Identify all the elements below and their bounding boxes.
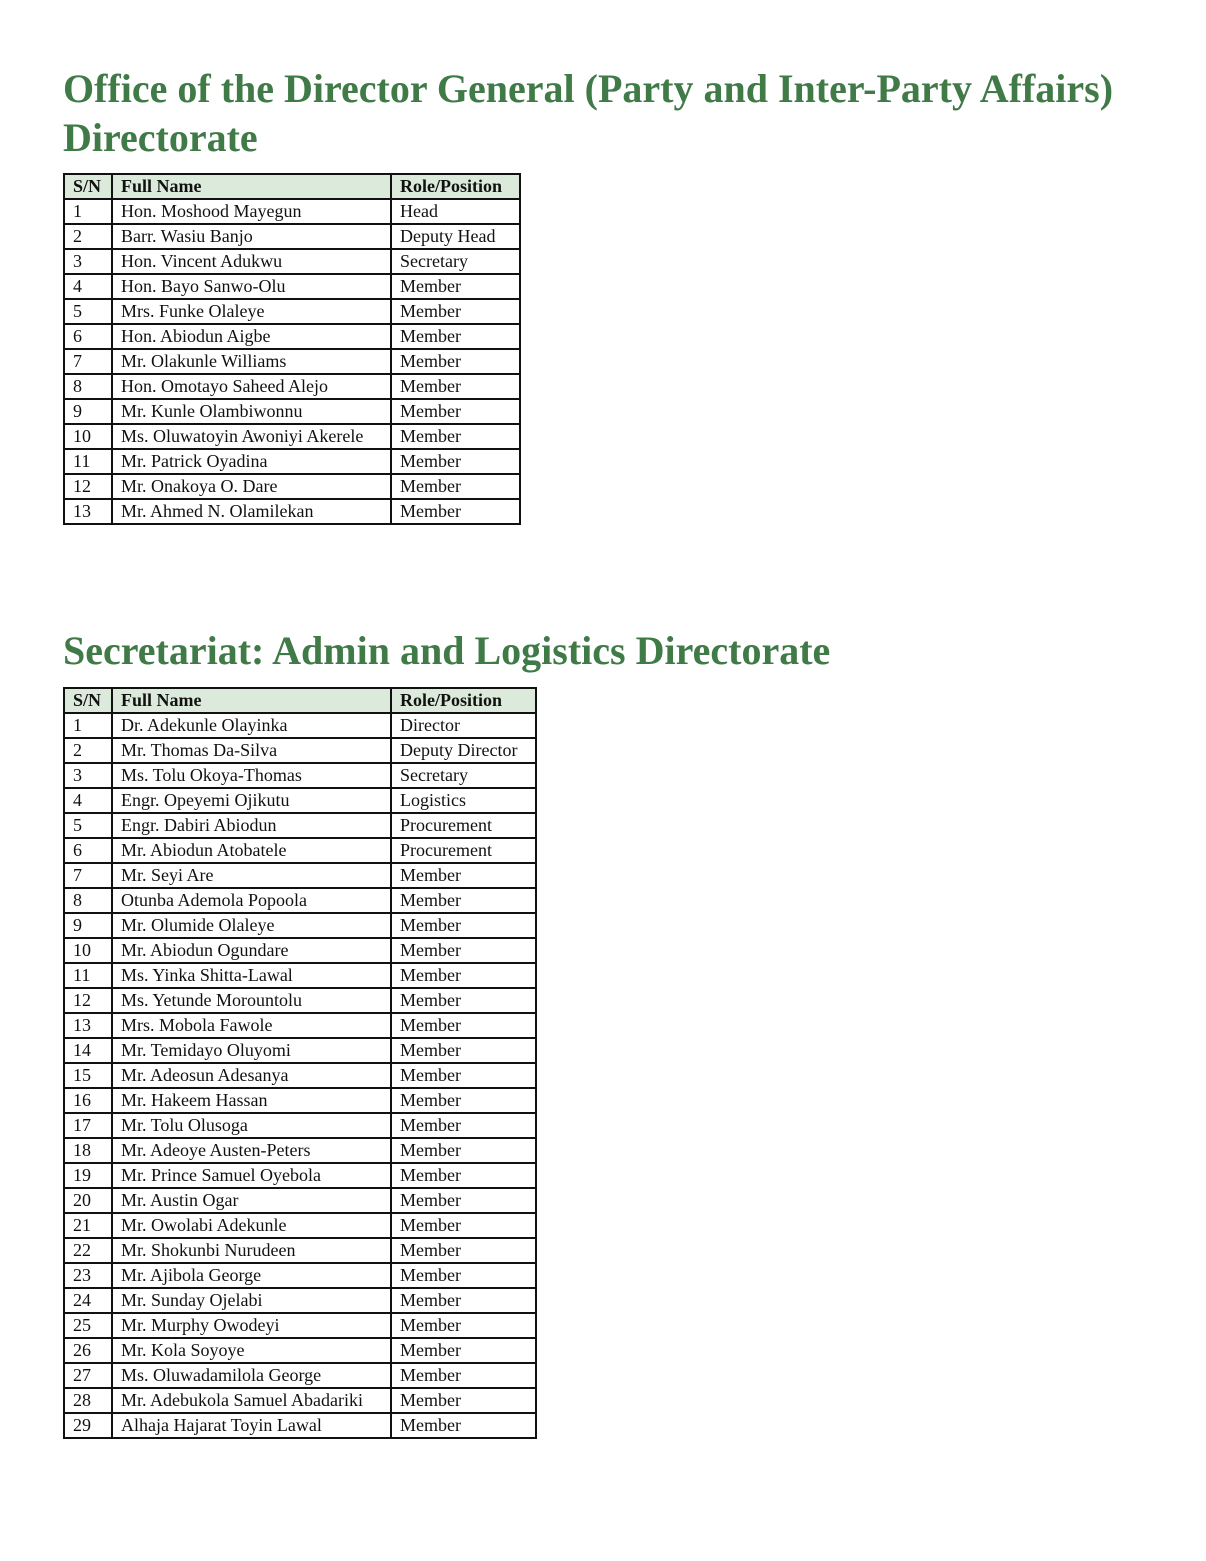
table-row <box>64 988 536 1013</box>
cell-sn: 4 <box>64 274 112 299</box>
cell-full-name: Ms. Oluwatoyin Awoniyi Akerele <box>112 424 391 449</box>
cell-sn: 19 <box>64 1163 112 1188</box>
cell-role: Member <box>391 324 520 349</box>
cell-role: Member <box>391 1113 536 1138</box>
cell-full-name: Engr. Dabiri Abiodun <box>112 813 391 838</box>
cell-full-name: Hon. Vincent Adukwu <box>112 249 391 274</box>
cell-role: Member <box>391 1138 536 1163</box>
admin-logistics-table <box>63 687 537 1439</box>
cell-full-name: Mr. Austin Ogar <box>112 1188 391 1213</box>
table-row <box>64 888 536 913</box>
cell-role: Member <box>391 1238 536 1263</box>
cell-full-name: Ms. Tolu Okoya-Thomas <box>112 763 391 788</box>
cell-full-name: Mr. Onakoya O. Dare <box>112 474 391 499</box>
cell-full-name: Mr. Murphy Owodeyi <box>112 1313 391 1338</box>
cell-full-name: Hon. Moshood Mayegun <box>112 199 391 224</box>
cell-full-name: Mr. Owolabi Adekunle <box>112 1213 391 1238</box>
cell-sn: 11 <box>64 449 112 474</box>
cell-full-name: Otunba Ademola Popoola <box>112 888 391 913</box>
cell-role: Member <box>391 863 536 888</box>
cell-sn: 21 <box>64 1213 112 1238</box>
table-row <box>64 1113 536 1138</box>
cell-sn: 11 <box>64 963 112 988</box>
cell-full-name: Mr. Patrick Oyadina <box>112 449 391 474</box>
cell-role: Member <box>391 449 520 474</box>
cell-sn: 4 <box>64 788 112 813</box>
cell-sn: 12 <box>64 988 112 1013</box>
cell-role: Member <box>391 1313 536 1338</box>
table-header-row <box>64 688 536 713</box>
cell-sn: 13 <box>64 1013 112 1038</box>
column-header-role: Role/Position <box>391 174 520 199</box>
cell-sn: 14 <box>64 1038 112 1063</box>
table-row <box>64 1413 536 1438</box>
cell-full-name: Dr. Adekunle Olayinka <box>112 713 391 738</box>
table-row <box>64 738 536 763</box>
cell-full-name: Mr. Adeoye Austen-Peters <box>112 1138 391 1163</box>
table-row <box>64 1313 536 1338</box>
cell-full-name: Mr. Prince Samuel Oyebola <box>112 1163 391 1188</box>
cell-sn: 2 <box>64 738 112 763</box>
cell-role: Logistics <box>391 788 536 813</box>
cell-sn: 27 <box>64 1363 112 1388</box>
cell-sn: 25 <box>64 1313 112 1338</box>
cell-sn: 10 <box>64 424 112 449</box>
cell-full-name: Mr. Olumide Olaleye <box>112 913 391 938</box>
table-row <box>64 299 520 324</box>
cell-role: Member <box>391 988 536 1013</box>
cell-full-name: Mr. Ahmed N. Olamilekan <box>112 499 391 524</box>
cell-sn: 15 <box>64 1063 112 1088</box>
table-row <box>64 863 536 888</box>
cell-role: Member <box>391 963 536 988</box>
table-row <box>64 424 520 449</box>
cell-role: Member <box>391 274 520 299</box>
section-title-admin-logistics: Secretariat: Admin and Logistics Directorate <box>63 628 831 673</box>
cell-sn: 1 <box>64 713 112 738</box>
table-row <box>64 1213 536 1238</box>
table-row <box>64 713 536 738</box>
cell-role: Member <box>391 1038 536 1063</box>
cell-role: Member <box>391 913 536 938</box>
table-row <box>64 474 520 499</box>
cell-full-name: Mr. Sunday Ojelabi <box>112 1288 391 1313</box>
table-row <box>64 249 520 274</box>
cell-role: Member <box>391 349 520 374</box>
cell-sn: 29 <box>64 1413 112 1438</box>
cell-full-name: Hon. Abiodun Aigbe <box>112 324 391 349</box>
cell-sn: 5 <box>64 299 112 324</box>
cell-sn: 7 <box>64 349 112 374</box>
cell-role: Member <box>391 1063 536 1088</box>
table-row <box>64 374 520 399</box>
cell-sn: 20 <box>64 1188 112 1213</box>
table-row <box>64 1038 536 1063</box>
cell-full-name: Ms. Yinka Shitta-Lawal <box>112 963 391 988</box>
table-row <box>64 938 536 963</box>
cell-full-name: Barr. Wasiu Banjo <box>112 224 391 249</box>
cell-sn: 2 <box>64 224 112 249</box>
cell-role: Member <box>391 1288 536 1313</box>
column-header-full-name: Full Name <box>112 688 391 713</box>
table-row <box>64 1163 536 1188</box>
table-row <box>64 274 520 299</box>
cell-sn: 23 <box>64 1263 112 1288</box>
table-row <box>64 199 520 224</box>
table-row <box>64 324 520 349</box>
director-general-table-body <box>64 199 520 524</box>
cell-sn: 6 <box>64 324 112 349</box>
cell-role: Member <box>391 424 520 449</box>
cell-sn: 22 <box>64 1238 112 1263</box>
cell-sn: 6 <box>64 838 112 863</box>
table-row <box>64 1288 536 1313</box>
column-header-role: Role/Position <box>391 688 536 713</box>
table-row <box>64 963 536 988</box>
cell-sn: 28 <box>64 1388 112 1413</box>
admin-logistics-table-body <box>64 713 536 1438</box>
cell-role: Member <box>391 499 520 524</box>
cell-role: Secretary <box>391 763 536 788</box>
director-general-table <box>63 173 521 525</box>
column-header-full-name: Full Name <box>112 174 391 199</box>
cell-full-name: Mr. Abiodun Atobatele <box>112 838 391 863</box>
cell-full-name: Mr. Thomas Da-Silva <box>112 738 391 763</box>
cell-role: Member <box>391 938 536 963</box>
cell-sn: 8 <box>64 888 112 913</box>
cell-role: Member <box>391 1213 536 1238</box>
cell-full-name: Engr. Opeyemi Ojikutu <box>112 788 391 813</box>
table-row <box>64 1063 536 1088</box>
table-row <box>64 1238 536 1263</box>
cell-sn: 7 <box>64 863 112 888</box>
table-row <box>64 1338 536 1363</box>
table-row <box>64 838 536 863</box>
column-header-sn: S/N <box>64 174 112 199</box>
cell-role: Member <box>391 374 520 399</box>
cell-role: Deputy Director <box>391 738 536 763</box>
cell-role: Member <box>391 1338 536 1363</box>
cell-full-name: Mr. Kunle Olambiwonnu <box>112 399 391 424</box>
cell-role: Member <box>391 299 520 324</box>
table-row <box>64 813 536 838</box>
cell-role: Member <box>391 1263 536 1288</box>
table-row <box>64 1363 536 1388</box>
cell-role: Secretary <box>391 249 520 274</box>
cell-full-name: Mr. Tolu Olusoga <box>112 1113 391 1138</box>
cell-full-name: Mr. Abiodun Ogundare <box>112 938 391 963</box>
table-row <box>64 1388 536 1413</box>
table-row <box>64 1188 536 1213</box>
table-row <box>64 913 536 938</box>
cell-sn: 10 <box>64 938 112 963</box>
cell-role: Member <box>391 1188 536 1213</box>
table-row <box>64 349 520 374</box>
cell-sn: 1 <box>64 199 112 224</box>
table-row <box>64 1088 536 1113</box>
cell-role: Procurement <box>391 838 536 863</box>
cell-role: Member <box>391 1413 536 1438</box>
cell-sn: 9 <box>64 399 112 424</box>
cell-full-name: Mrs. Funke Olaleye <box>112 299 391 324</box>
cell-sn: 13 <box>64 499 112 524</box>
cell-sn: 17 <box>64 1113 112 1138</box>
table-row <box>64 499 520 524</box>
cell-role: Member <box>391 474 520 499</box>
cell-sn: 12 <box>64 474 112 499</box>
cell-full-name: Mr. Adebukola Samuel Abadariki <box>112 1388 391 1413</box>
cell-sn: 9 <box>64 913 112 938</box>
cell-role: Member <box>391 1363 536 1388</box>
cell-full-name: Mr. Olakunle Williams <box>112 349 391 374</box>
table-row <box>64 788 536 813</box>
table-row <box>64 1013 536 1038</box>
cell-role: Procurement <box>391 813 536 838</box>
table-row <box>64 449 520 474</box>
table-row <box>64 763 536 788</box>
cell-full-name: Ms. Yetunde Morountolu <box>112 988 391 1013</box>
cell-full-name: Mr. Kola Soyoye <box>112 1338 391 1363</box>
cell-full-name: Mrs. Mobola Fawole <box>112 1013 391 1038</box>
cell-sn: 26 <box>64 1338 112 1363</box>
cell-role: Member <box>391 1163 536 1188</box>
cell-role: Member <box>391 888 536 913</box>
cell-role: Head <box>391 199 520 224</box>
cell-full-name: Hon. Omotayo Saheed Alejo <box>112 374 391 399</box>
cell-sn: 24 <box>64 1288 112 1313</box>
cell-full-name: Ms. Oluwadamilola George <box>112 1363 391 1388</box>
cell-full-name: Hon. Bayo Sanwo-Olu <box>112 274 391 299</box>
table-row <box>64 1138 536 1163</box>
cell-sn: 8 <box>64 374 112 399</box>
cell-full-name: Mr. Shokunbi Nurudeen <box>112 1238 391 1263</box>
cell-role: Deputy Head <box>391 224 520 249</box>
cell-role: Director <box>391 713 536 738</box>
cell-role: Member <box>391 399 520 424</box>
cell-role: Member <box>391 1388 536 1413</box>
cell-full-name: Alhaja Hajarat Toyin Lawal <box>112 1413 391 1438</box>
cell-full-name: Mr. Seyi Are <box>112 863 391 888</box>
cell-full-name: Mr. Temidayo Oluyomi <box>112 1038 391 1063</box>
column-header-sn: S/N <box>64 688 112 713</box>
cell-full-name: Mr. Ajibola George <box>112 1263 391 1288</box>
table-header-row <box>64 174 520 199</box>
cell-sn: 18 <box>64 1138 112 1163</box>
cell-role: Member <box>391 1088 536 1113</box>
cell-full-name: Mr. Adeosun Adesanya <box>112 1063 391 1088</box>
table-row <box>64 1263 536 1288</box>
cell-sn: 3 <box>64 249 112 274</box>
table-row <box>64 399 520 424</box>
section-title-director-general: Office of the Director General (Party and Inter-Party Affairs) Directorate <box>63 66 1114 160</box>
cell-full-name: Mr. Hakeem Hassan <box>112 1088 391 1113</box>
cell-sn: 5 <box>64 813 112 838</box>
table-row <box>64 224 520 249</box>
cell-sn: 16 <box>64 1088 112 1113</box>
cell-role: Member <box>391 1013 536 1038</box>
cell-sn: 3 <box>64 763 112 788</box>
